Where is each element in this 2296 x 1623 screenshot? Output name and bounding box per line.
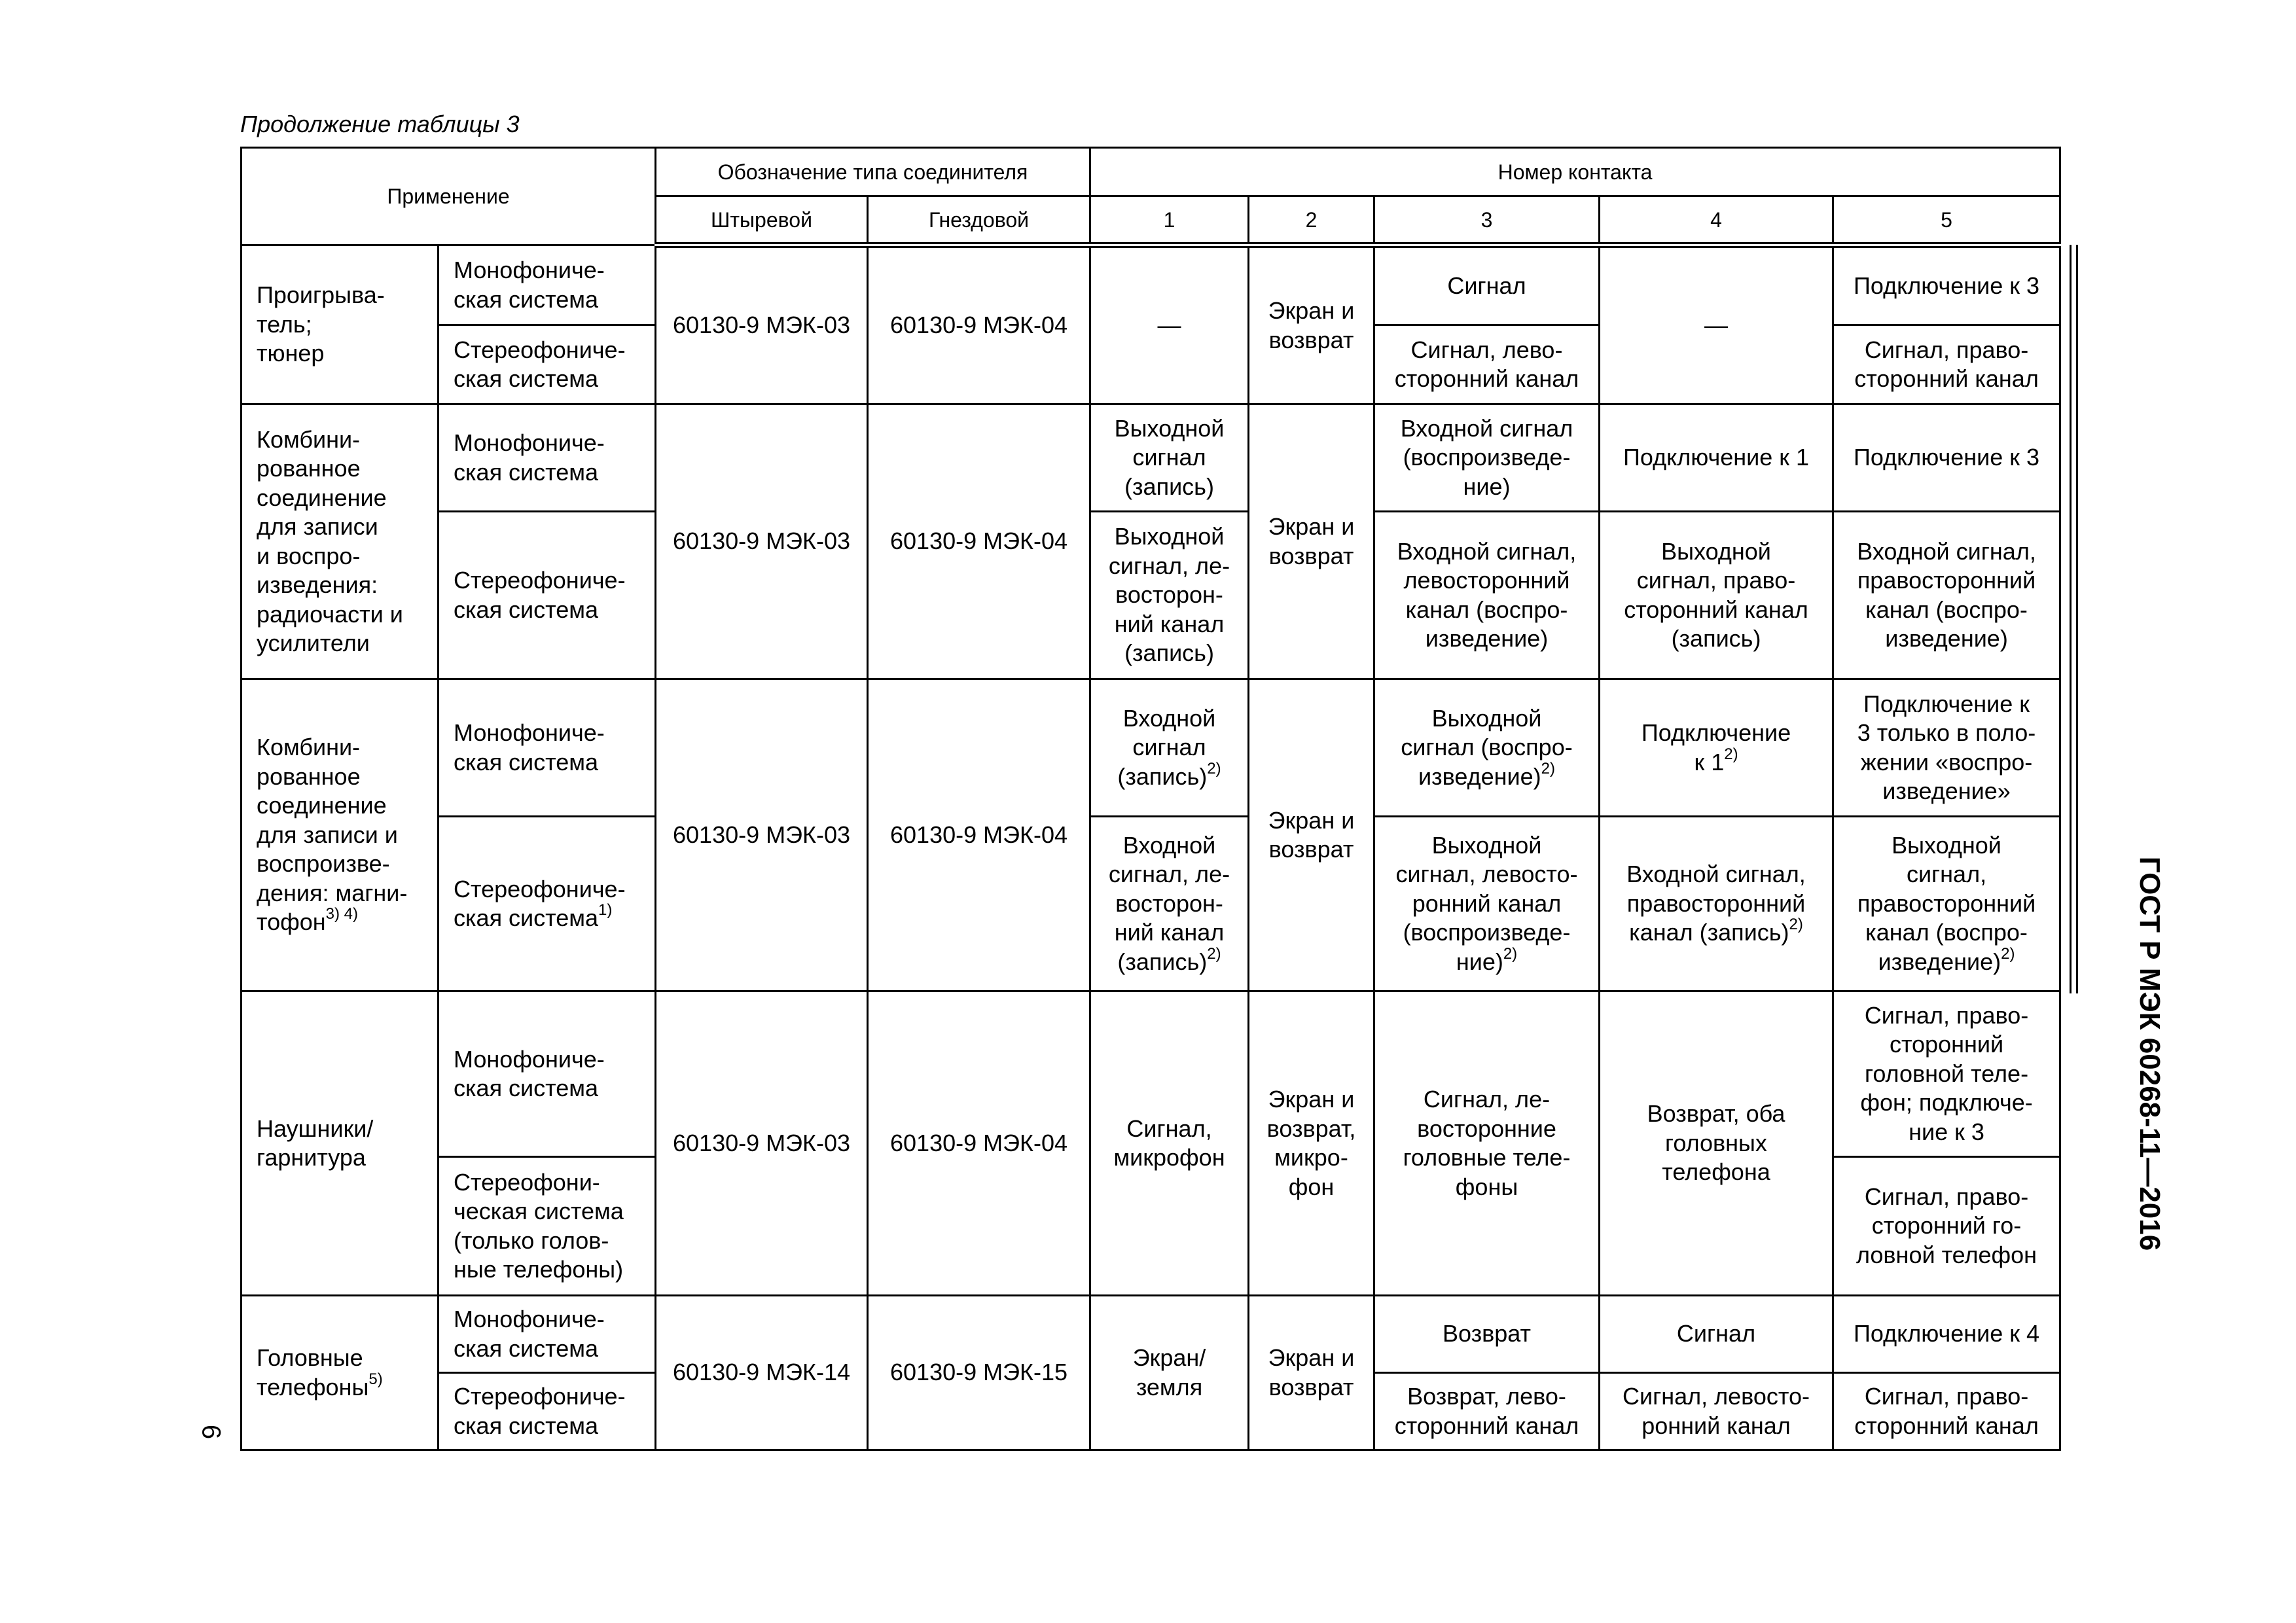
document-designation: ГОСТ Р МЭК 60268-11—2016 [2134, 856, 2166, 1251]
footnote-ref: 1) [598, 901, 613, 919]
contact-4-cell: Подключение к 1$^{2)}$ [1600, 679, 1833, 817]
application-cell: Наушники/ гарнитура [242, 991, 439, 1296]
header-connector-type: Обозначение типа соединителя [656, 148, 1090, 196]
contact-3-cell: Сигнал [1374, 245, 1600, 325]
contact-4-cell: Сигнал, левосто- ронний канал [1600, 1373, 1833, 1450]
plug-cell: 60130-9 МЭК-03 [656, 679, 868, 991]
table-row [242, 817, 2060, 991]
system-cell: Стереофониче- ская система [439, 512, 656, 679]
contact-5-cell: Подключение к 3 [1833, 245, 2060, 325]
contact-3-cell: Выходной сигнал, левосто- ронний канал (воспроизведе- ние)$^{2)}$ [1374, 817, 1600, 991]
socket-cell: 60130-9 МЭК-04 [868, 404, 1090, 679]
margin-rule [2076, 245, 2078, 993]
contact-5-cell: Сигнал, право- сторонний го- ловной телефон [1833, 1157, 2060, 1296]
contact-2-cell: Экран и возврат [1249, 1296, 1374, 1450]
system-cell: Стереофониче- ская система [439, 1373, 656, 1450]
contact-1-cell: Входной сигнал (запись)$^{2)}$ [1090, 679, 1249, 817]
table-row [242, 404, 2060, 512]
contact-5-cell: Сигнал, право- сторонний головной теле- фон; подключе- ние к 3 [1833, 991, 2060, 1157]
contact-2-cell: Экран и возврат [1249, 679, 1374, 991]
contact-2-cell: Экран и возврат [1249, 404, 1374, 679]
socket-cell: 60130-9 МЭК-15 [868, 1296, 1090, 1450]
header-contact-4: 4 [1600, 196, 1833, 245]
contact-3-cell: Сигнал, ле- восторонние головные теле- фоны [1374, 991, 1600, 1296]
footnote-ref: 2) [1541, 759, 1555, 777]
contact-4-cell: Входной сигнал, правосторонний канал (запись)$^{2)}$ [1600, 817, 1833, 991]
table-row [242, 991, 2060, 1157]
footnote-ref: 2) [1503, 944, 1518, 963]
contact-1-cell: Экран/ земля [1090, 1296, 1249, 1450]
connector-table [240, 147, 2061, 1451]
table-row [242, 512, 2060, 679]
application-cell: Проигрыва- тель; тюнер [242, 245, 439, 404]
footnote-ref: 2) [1789, 916, 1803, 934]
plug-cell: 60130-9 МЭК-03 [656, 245, 868, 404]
system-cell: Монофониче- ская система [439, 404, 656, 512]
contact-5-cell: Сигнал, право- сторонний канал [1833, 325, 2060, 404]
contact-5-cell: Подключение к 4 [1833, 1296, 2060, 1373]
footnote-ref: 5) [368, 1370, 383, 1388]
footnote-ref: 2) [1724, 745, 1738, 763]
contact-4-cell: Подключение к 1 [1600, 404, 1833, 512]
contact-3-cell: Сигнал, лево- сторонний канал [1374, 325, 1600, 404]
contact-3-cell: Возврат, лево- сторонний канал [1374, 1373, 1600, 1450]
page-number: 6 [196, 1424, 226, 1440]
plug-cell: 60130-9 МЭК-03 [656, 404, 868, 679]
footnote-ref: 2) [1207, 759, 1221, 777]
header-contact-5: 5 [1833, 196, 2060, 245]
system-cell: Стереофониче- ская система [439, 325, 656, 404]
contact-2-cell: Экран и возврат [1249, 245, 1374, 404]
contact-3-cell: Входной сигнал, левосторонний канал (воспро- изведение) [1374, 512, 1600, 679]
application-cell: Комбини- рованное соединение для записи и воспро- изведения: радиочасти и усилители [242, 404, 439, 679]
contact-1-cell: Входной сигнал, ле- восторон- ний канал (запись)$^{2)}$ [1090, 817, 1249, 991]
header-contact-1: 1 [1090, 196, 1249, 245]
system-cell: Монофониче- ская система [439, 991, 656, 1157]
plug-cell: 60130-9 МЭК-03 [656, 991, 868, 1296]
contact-1-cell: — [1090, 245, 1249, 404]
application-cell: Комбини- рованное соединение для записи и воспроизве- дения: магни- тофон$^{3) 4)}$ [242, 679, 439, 991]
contact-1-cell: Сигнал, микрофон [1090, 991, 1249, 1296]
contact-1-cell: Выходной сигнал, ле- восторон- ний канал (запись) [1090, 512, 1249, 679]
contact-5-cell: Входной сигнал, правосторонний канал (воспро- изведение) [1833, 512, 2060, 679]
contact-5-cell: Сигнал, право- сторонний канал [1833, 1373, 2060, 1450]
contact-3-cell: Входной сигнал (воспроизведе- ние) [1374, 404, 1600, 512]
header-plug: Штыревой [656, 196, 868, 245]
header-row [242, 148, 2060, 196]
table-row [242, 1296, 2060, 1373]
header-socket: Гнездовой [868, 196, 1090, 245]
socket-cell: 60130-9 МЭК-04 [868, 245, 1090, 404]
margin-rule [2070, 245, 2072, 993]
contact-5-cell: Подключение к 3 только в поло- жении «воспро- изведение» [1833, 679, 2060, 817]
table-row [242, 245, 2060, 325]
header-application: Применение [242, 148, 656, 245]
contact-5-cell: Подключение к 3 [1833, 404, 2060, 512]
application-cell: Головные телефоны$^{5)}$ [242, 1296, 439, 1450]
footnote-ref: 2) [1207, 944, 1221, 963]
contact-4-cell: Возврат, оба головных телефона [1600, 991, 1833, 1296]
contact-5-cell: Выходной сигнал, правосторонний канал (воспро- изведение)$^{2)}$ [1833, 817, 2060, 991]
header-contact-3: 3 [1374, 196, 1600, 245]
contact-4-cell: Выходной сигнал, право- сторонний канал (запись) [1600, 512, 1833, 679]
footnote-ref: 2) [2001, 944, 2015, 963]
contact-2-cell: Экран и возврат, микро- фон [1249, 991, 1374, 1296]
contact-4-cell: Сигнал [1600, 1296, 1833, 1373]
contact-3-cell: Возврат [1374, 1296, 1600, 1373]
header-contact-number: Номер контакта [1090, 148, 2060, 196]
table-row [242, 679, 2060, 817]
socket-cell: 60130-9 МЭК-04 [868, 991, 1090, 1296]
system-cell: Монофониче- ская система [439, 1296, 656, 1373]
footnote-ref: 3) 4) [325, 905, 358, 923]
table-caption: Продолжение таблицы 3 [240, 111, 520, 137]
plug-cell: 60130-9 МЭК-14 [656, 1296, 868, 1450]
contact-4-cell: — [1600, 245, 1833, 404]
system-cell: Монофониче- ская система [439, 245, 656, 325]
contact-3-cell: Выходной сигнал (воспро- изведение)$^{2)}$ [1374, 679, 1600, 817]
socket-cell: 60130-9 МЭК-04 [868, 679, 1090, 991]
system-cell: Стереофони- ческая система (только голов- ные телефоны) [439, 1157, 656, 1296]
contact-1-cell: Выходной сигнал (запись) [1090, 404, 1249, 512]
system-cell: Монофониче- ская система [439, 679, 656, 817]
system-cell: Стереофониче- ская система$^{1)}$ [439, 817, 656, 991]
header-contact-2: 2 [1249, 196, 1374, 245]
